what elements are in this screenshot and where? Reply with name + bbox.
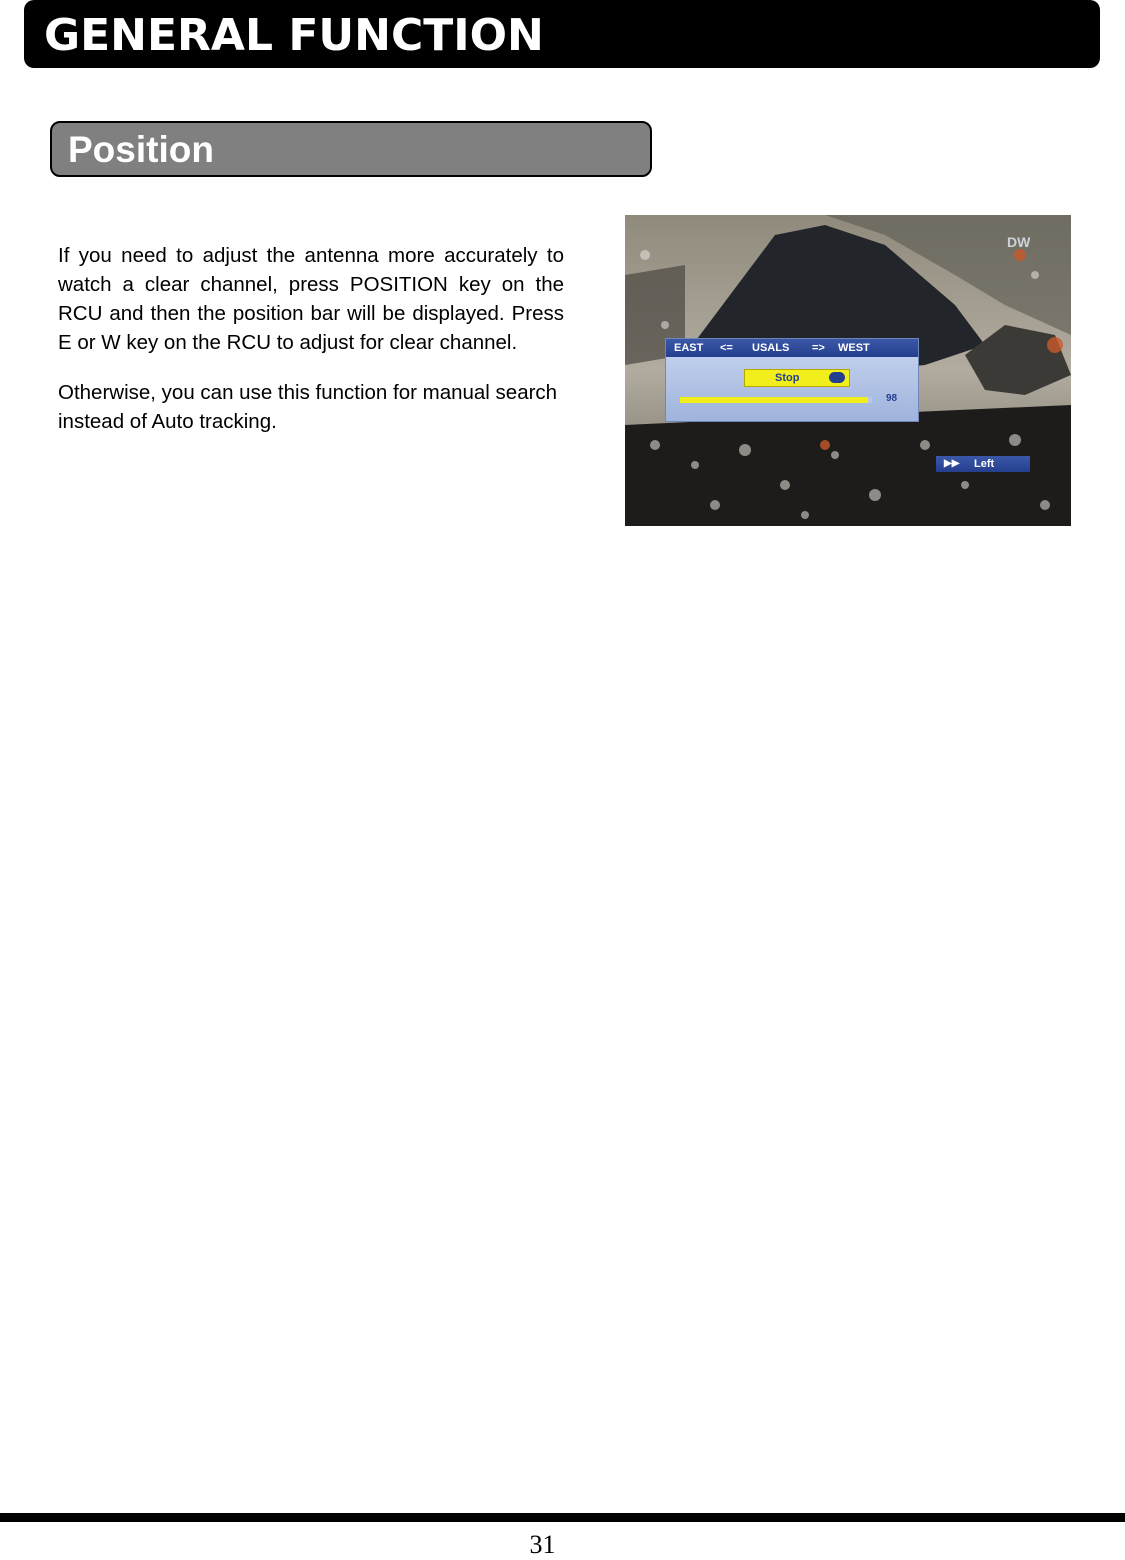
osd-level-bar xyxy=(680,397,872,403)
double-arrow-icon: ▶▶ xyxy=(944,458,960,469)
osd-level-fill xyxy=(680,397,868,403)
body-paragraph-1: If you need to adjust the antenna more accurately to watch a clear channel, press POSITION key on the RCU and then the position bar will be displayed. Press E or W key on the RCU to adjust for clear channel. xyxy=(58,244,564,354)
osd-stop-button[interactable] xyxy=(744,369,850,387)
section-title: Position xyxy=(68,129,214,170)
channel-logo: DW xyxy=(1007,234,1031,250)
enter-icon xyxy=(829,372,845,383)
osd-left-hint xyxy=(936,456,1030,472)
osd-left-arrow: <= xyxy=(720,342,733,354)
osd-level-value: 98 xyxy=(886,393,898,404)
chapter-title: GENERAL FUNCTION xyxy=(44,10,544,61)
body-text xyxy=(58,241,564,436)
body-paragraph-2: Otherwise, you can use this function for manual search instead of Auto tracking. xyxy=(58,381,558,433)
footer-rule xyxy=(0,1513,1125,1522)
osd-right-arrow: => xyxy=(812,342,825,354)
osd-left-label: Left xyxy=(974,458,995,470)
section-header xyxy=(50,121,652,177)
page-number: 31 xyxy=(529,1530,556,1559)
osd-east-label: EAST xyxy=(674,342,704,354)
osd-stop-label: Stop xyxy=(775,372,800,384)
position-bar-osd xyxy=(665,338,919,422)
osd-west-label: WEST xyxy=(838,342,870,354)
osd-mode-label: USALS xyxy=(752,342,790,354)
tv-screenshot xyxy=(625,215,1071,526)
osd-direction-row xyxy=(666,339,918,357)
chapter-header xyxy=(24,0,1100,68)
